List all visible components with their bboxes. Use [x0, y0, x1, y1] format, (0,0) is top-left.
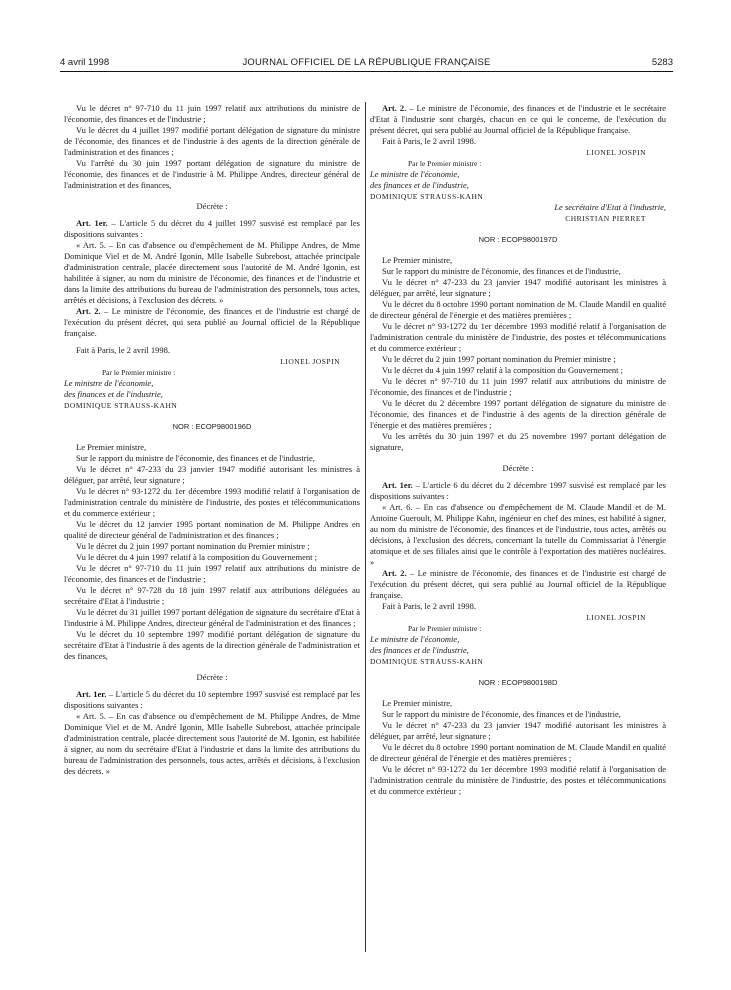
paragraph: Vu le décret n° 97-710 du 11 juin 1997 relatif aux attributions du ministre de l'économie, des finances et de l'industrie ;	[64, 103, 360, 124]
article-quote: « Art. 5. – En cas d'absence ou d'empêchement de M. Philippe Andres, de Mme Dominique Viel et de M. André Igonin, Mlle Isabelle Subrebost, attachée principale d'administration centrale, placée directement sous l'autorité de M. André Igonin, est habilitée à signer, au nom du ministre de l'économie, des finances et de l'industrie et dans la limite des attributions du bureau de l'administration des personnels, tous actes, arrêtés et décisions, à l'exclusion des décrets. »	[64, 240, 360, 305]
paragraph: Vu le décret du 8 octobre 1990 portant nomination de M. Claude Mandil en qualité de directeur général de l'énergie et des matières premières ;	[370, 299, 666, 320]
decrete-heading: Décrète :	[196, 672, 228, 682]
signature-pm: LIONEL JOSPIN	[586, 148, 646, 157]
minister-title-1: Le ministre de l'économie,	[370, 169, 460, 179]
article-quote: « Art. 6. – En cas d'absence ou d'empêchement de M. Claude Mandil et de M. Antoine Gueroult, M. Philippe Kahn, ingénieur en chef des mines, est habilité à signer, au nom du ministre de l'économie, des finances et de l'industrie, tous actes, arrêtés ou décisions, à l'exclusion des décrets, concernant la tutelle du Commissariat à l'énergie atomique et de ses filiales ainsi que le contrôle à l'exportation des matières nucléaires. »	[370, 502, 666, 567]
par-le-premier-ministre: Par le Premier ministre :	[408, 159, 482, 168]
article-2	[370, 103, 666, 136]
article-text: – L'article 5 du décret du 10 septembre 1997 susvisé est remplacé par les dispositions suivantes :	[64, 689, 360, 710]
article-text: – Le ministre de l'économie, des finances et de l'industrie est chargé de l'exécution du présent décret, qui sera publié au Journal officiel de la République française.	[64, 306, 361, 338]
paragraph: Vu le décret du 2 juin 1997 portant nomination du Premier ministre ;	[76, 541, 310, 551]
column-divider	[365, 102, 366, 952]
paragraph: Vu le décret n° 97-728 du 18 juin 1997 relatif aux attributions déléguées au secrétaire d'Etat à l'industrie ;	[64, 585, 360, 606]
paragraph: Vu le décret du 4 juin 1997 relatif à la composition du Gouvernement ;	[382, 365, 623, 375]
signature-pm: LIONEL JOSPIN	[280, 357, 340, 366]
paragraph: Vu le décret n° 93-1272 du 1er décembre 1993 modifié relatif à l'organisation de l'administration centrale du ministère de l'industrie, des postes et télécommunications et du commerce extérieur ;	[64, 486, 360, 518]
minister-title-2: des finances et de l'industrie,	[64, 389, 163, 399]
paragraph: Vu le décret n° 93-1272 du 1er décembre 1993 modifié relatif à l'organisation de l'administration centrale du ministère de l'industrie, des postes et télécommunications et du commerce extérieur ;	[370, 764, 666, 796]
paragraph: Vu le décret du 8 octobre 1990 portant nomination de M. Claude Mandil en qualité de directeur général de l'énergie et des matières premières ;	[370, 742, 666, 763]
article-text: – Le ministre de l'économie, des finances et de l'industrie et le secrétaire d'Etat à l'industrie sont chargés, chacun en ce qui le concerne, de l'exécution du présent décret, qui sera publié au Journal officiel de la République française.	[370, 103, 666, 135]
par-le-premier-ministre: Par le Premier ministre :	[102, 368, 176, 377]
minister-name: DOMINIQUE STRAUSS-KAHN	[64, 401, 178, 410]
paragraph: Vu le décret du 2 décembre 1997 portant délégation de signature du ministre de l'économie, des finances et de l'industrie à des agents de la direction générale de l'énergie et des matières premières ;	[370, 398, 666, 430]
paragraph: Vu le décret n° 47-233 du 23 janvier 1947 modifié autorisant les ministres à déléguer, par arrêté, leur signature ;	[370, 720, 666, 741]
page-header	[60, 55, 673, 72]
paragraph: Sur le rapport du ministre de l'économie, des finances et de l'industrie,	[76, 453, 315, 463]
minister-title-2: des finances et de l'industrie,	[370, 645, 469, 655]
article-text: – Le ministre de l'économie, des finances et de l'industrie est chargé de l'exécution du présent décret, qui sera publié au Journal officiel de la République française.	[370, 568, 667, 600]
signature-pm: LIONEL JOSPIN	[586, 613, 646, 622]
fait-a-paris: Fait à Paris, le 2 avril 1998.	[76, 345, 170, 355]
article-2	[370, 568, 666, 601]
paragraph: Vu le décret du 10 septembre 1997 modifié portant délégation de signature du secrétaire d'Etat à l'industrie à des agents de la direction générale de l'administration et des finances,	[64, 629, 360, 661]
paragraph: Le Premier ministre,	[382, 698, 453, 708]
article-label: Art. 1er.	[76, 689, 107, 699]
paragraph: Le Premier ministre,	[382, 255, 453, 265]
nor-reference: NOR : ECOP9800196D	[172, 422, 252, 431]
right-column	[370, 103, 666, 797]
article-label: Art. 2.	[382, 103, 407, 113]
paragraph: Sur le rapport du ministre de l'économie, des finances et de l'industrie,	[382, 709, 621, 719]
article-text: – L'article 6 du décret du 2 décembre 1997 susvisé est remplacé par les dispositions suivantes :	[370, 480, 666, 501]
nor-reference: NOR : ECOP9800197D	[478, 235, 558, 244]
secretary-title: Le secrétaire d'Etat à l'industrie,	[554, 202, 666, 212]
minister-title-1: Le ministre de l'économie,	[64, 378, 154, 388]
minister-title-2: des finances et de l'industrie,	[370, 180, 469, 190]
article-quote: « Art. 5. – En cas d'absence ou d'empêchement de M. Philippe Andres, de Mme Dominique Viel et de M. André Igonin, Mlle Isabelle Subrebost, attachée principale d'administration centrale, placée directement sous l'autorité de M. Igonin, est habilitée à signer, au nom du secrétaire d'Etat à l'industrie et dans la limite des attributions du bureau de l'administration des personnels, tous actes, arrêtés et décisions, à l'exclusion des décrets. »	[64, 711, 360, 776]
paragraph: Vu le décret du 31 juillet 1997 portant délégation de signature du secrétaire d'Etat à l'industrie à M. Philippe Andres, directeur général de l'administration et des finances ;	[64, 607, 360, 628]
article-label: Art. 1er.	[382, 480, 413, 490]
secretary-name: CHRISTIAN PIERRET	[565, 214, 646, 223]
journal-title: JOURNAL OFFICIEL DE LA RÉPUBLIQUE FRANÇAISE	[242, 57, 491, 68]
page-number: 5283	[651, 57, 673, 68]
minister-name: DOMINIQUE STRAUSS-KAHN	[370, 192, 484, 201]
article-text: – L'article 5 du décret du 4 juillet 1997 susvisé est remplacé par les dispositions suivantes :	[64, 218, 360, 239]
article-label: Art. 2.	[76, 306, 101, 316]
article-label: Art. 1er.	[76, 218, 108, 228]
paragraph: Vu le décret n° 93-1272 du 1er décembre 1993 modifié relatif à l'organisation de l'administration centrale du ministère de l'industrie, des postes et télécommunications et du commerce extérieur ;	[370, 321, 666, 353]
paragraph: Vu le décret n° 97-710 du 11 juin 1997 relatif aux attributions du ministre de l'économie, des finances et de l'industrie ;	[64, 563, 360, 584]
decrete-heading: Décrète :	[196, 201, 228, 211]
paragraph: Vu le décret du 2 juin 1997 portant nomination du Premier ministre ;	[382, 354, 616, 364]
fait-a-paris: Fait à Paris, le 2 avril 1998.	[382, 601, 476, 611]
paragraph: Vu les arrêtés du 30 juin 1997 et du 25 novembre 1997 portant délégation de signature,	[370, 431, 666, 452]
paragraph: Sur le rapport du ministre de l'économie, des finances et de l'industrie,	[382, 266, 621, 276]
paragraph: Vu le décret du 4 juin 1997 relatif à la composition du Gouvernement ;	[76, 552, 317, 562]
paragraph: Vu le décret du 4 juillet 1997 modifié portant délégation de signature du ministre de l'économie, des finances et de l'industrie à des agents de la direction générale de l'administration et des finances ;	[64, 125, 360, 157]
article-2	[64, 306, 360, 339]
paragraph: Vu le décret n° 97-710 du 11 juin 1997 relatif aux attributions du ministre de l'économie, des finances et de l'industrie ;	[370, 376, 666, 397]
decrete-heading: Décrète :	[502, 463, 534, 473]
article-1	[370, 480, 666, 502]
paragraph: Vu le décret n° 47-233 du 23 janvier 1947 modifié autorisant les ministres à déléguer, par arrêté, leur signature ;	[370, 277, 666, 298]
article-1	[64, 689, 360, 711]
article-1	[64, 218, 360, 240]
paragraph: Vu l'arrêté du 30 juin 1997 portant délégation de signature du ministre de l'économie, des finances et de l'industrie à M. Philippe Andres, directeur général de l'administration et des finances,	[64, 158, 360, 190]
left-column	[64, 103, 360, 777]
paragraph: Le Premier ministre,	[76, 442, 147, 452]
nor-reference: NOR : ECOP9800198D	[478, 678, 558, 687]
fait-a-paris: Fait à Paris, le 2 avril 1998.	[382, 136, 476, 146]
minister-title-1: Le ministre de l'économie,	[370, 634, 460, 644]
par-le-premier-ministre: Par le Premier ministre :	[408, 624, 482, 633]
article-label: Art. 2.	[382, 568, 407, 578]
minister-name: DOMINIQUE STRAUSS-KAHN	[370, 657, 484, 666]
paragraph: Vu le décret du 12 janvier 1995 portant nomination de M. Philippe Andres en qualité de directeur général de l'administration et des finances ;	[64, 519, 360, 540]
paragraph: Vu le décret n° 47-233 du 23 janvier 1947 modifié autorisant les ministres à déléguer, par arrêté, leur signature ;	[64, 464, 360, 485]
header-date: 4 avril 1998	[60, 57, 110, 68]
